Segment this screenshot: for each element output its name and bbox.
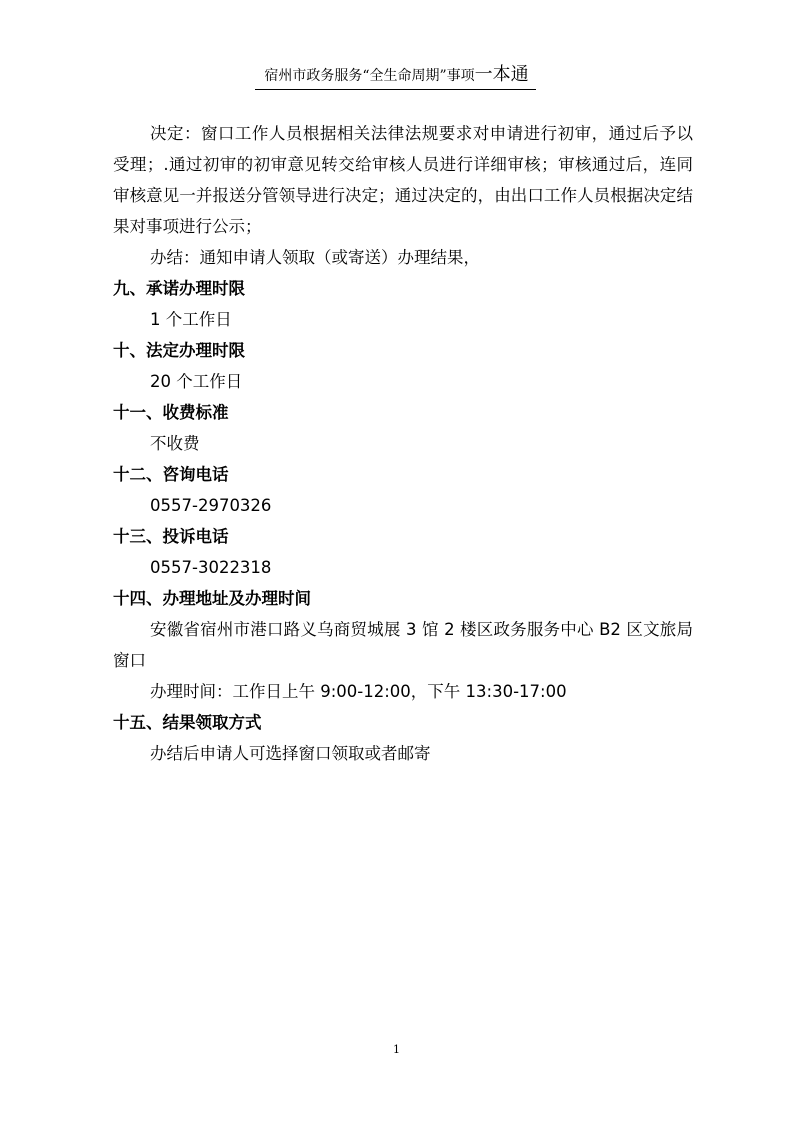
legal-time-value: 20 个工作日 — [150, 372, 243, 391]
complaint-phone-value: 0557-3022318 — [150, 558, 272, 577]
consult-phone-value: 0557-2970326 — [150, 496, 272, 515]
header-underline — [255, 89, 536, 90]
document-body — [113, 118, 693, 769]
section-heading-complaint-phone: 十三、投诉电话 — [113, 527, 229, 546]
decision-paragraph: 决定：窗口工作人员根据相关法律法规要求对申请进行初审，通过后予以受理；.通过初审的初审意见转交给审核人员进行详细审核；审核通过后，连同审核意见一并报送分管领导进行决定；通过决定的，由出口工作人员根据决定结果对事项进行公示； — [113, 124, 693, 236]
section-heading-fee-standard: 十一、收费标准 — [113, 403, 229, 422]
section-heading-commitment-time: 九、承诺办理时限 — [113, 279, 245, 298]
section-heading-result-pickup: 十五、结果领取方式 — [113, 713, 262, 732]
header-title-suffix: 一本通 — [474, 64, 529, 85]
section-heading-consult-phone: 十二、咨询电话 — [113, 465, 229, 484]
section-heading-address-hours: 十四、办理地址及办理时间 — [113, 589, 311, 608]
office-hours: 办理时间：工作日上午 9:00-12:00，下午 13:30-17:00 — [150, 682, 567, 701]
completion-paragraph: 办结：通知申请人领取（或寄送）办理结果， — [150, 248, 480, 267]
header-title: 宿州市政务服务“全生命周期”事项 — [264, 68, 475, 84]
commitment-time-value: 1 个工作日 — [150, 310, 232, 329]
section-heading-legal-time: 十、法定办理时限 — [113, 341, 245, 360]
fee-standard-value: 不收费 — [150, 434, 200, 453]
page-number: 1 — [393, 1043, 400, 1056]
office-address: 安徽省宿州市港口路义乌商贸城展 3 馆 2 楼区政务服务中心 B2 区文旅局窗口 — [113, 620, 693, 670]
page-header — [0, 66, 793, 85]
result-pickup-value: 办结后申请人可选择窗口领取或者邮寄 — [150, 744, 431, 763]
